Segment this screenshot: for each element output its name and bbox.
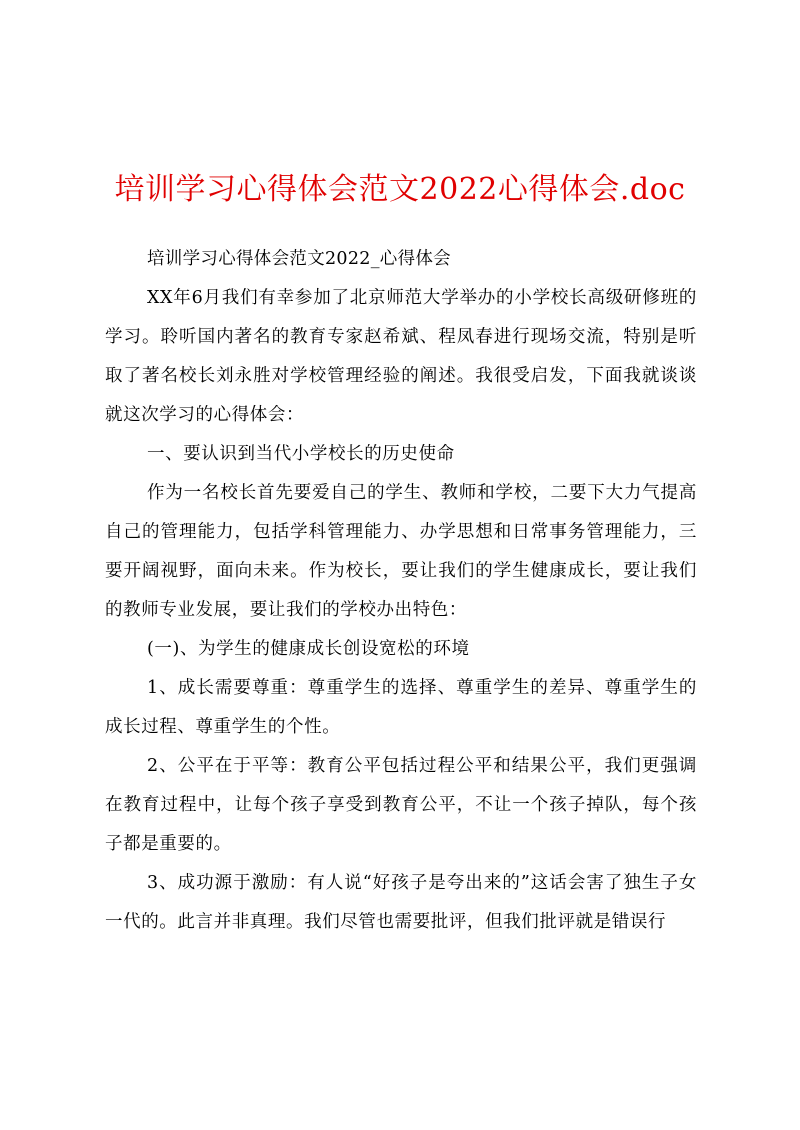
document-body <box>105 240 697 942</box>
document-title: 培训学习心得体会范文2022心得体会.doc <box>114 172 686 207</box>
document-subtitle: 培训学习心得体会范文2022_心得体会 <box>147 249 451 269</box>
paragraph-intro: XX年6月我们有幸参加了北京师范大学举办的小学校长高级研修班的学习。聆听国内著名的教育专家赵希斌、程凤春进行现场交流，特别是听取了著名校长刘永胜对学校管理经验的阐述。我很受启发，下面我就谈谈就这次学习的心得体会： <box>105 288 697 425</box>
paragraph-fairness: 2、公平在于平等：教育公平包括过程公平和结果公平，我们更强调在教育过程中，让每个孩子享受到教育公平，不让一个孩子掉队，每个孩子都是重要的。 <box>105 756 697 854</box>
paragraph-respect: 1、成长需要尊重：尊重学生的选择、尊重学生的差异、尊重学生的成长过程、尊重学生的个性。 <box>105 678 697 737</box>
section-heading-1: 一、要认识到当代小学校长的历史使命 <box>147 444 455 464</box>
subsection-heading-1: (一)、为学生的健康成长创设宽松的环境 <box>147 639 470 659</box>
paragraph-mission: 作为一名校长首先要爱自己的学生、教师和学校，二要下大力气提高自己的管理能力，包括学科管理能力、办学思想和日常事务管理能力，三要开阔视野，面向未来。作为校长，要让我们的学生健康成长，要让我们的教师专业发展，要让我们的学校办出特色： <box>105 483 697 620</box>
paragraph-encouragement: 3、成功源于激励：有人说“好孩子是夸出来的”这话会害了独生子女一代的。此言并非真理。我们尽管也需要批评，但我们批评就是错误行 <box>105 873 697 932</box>
